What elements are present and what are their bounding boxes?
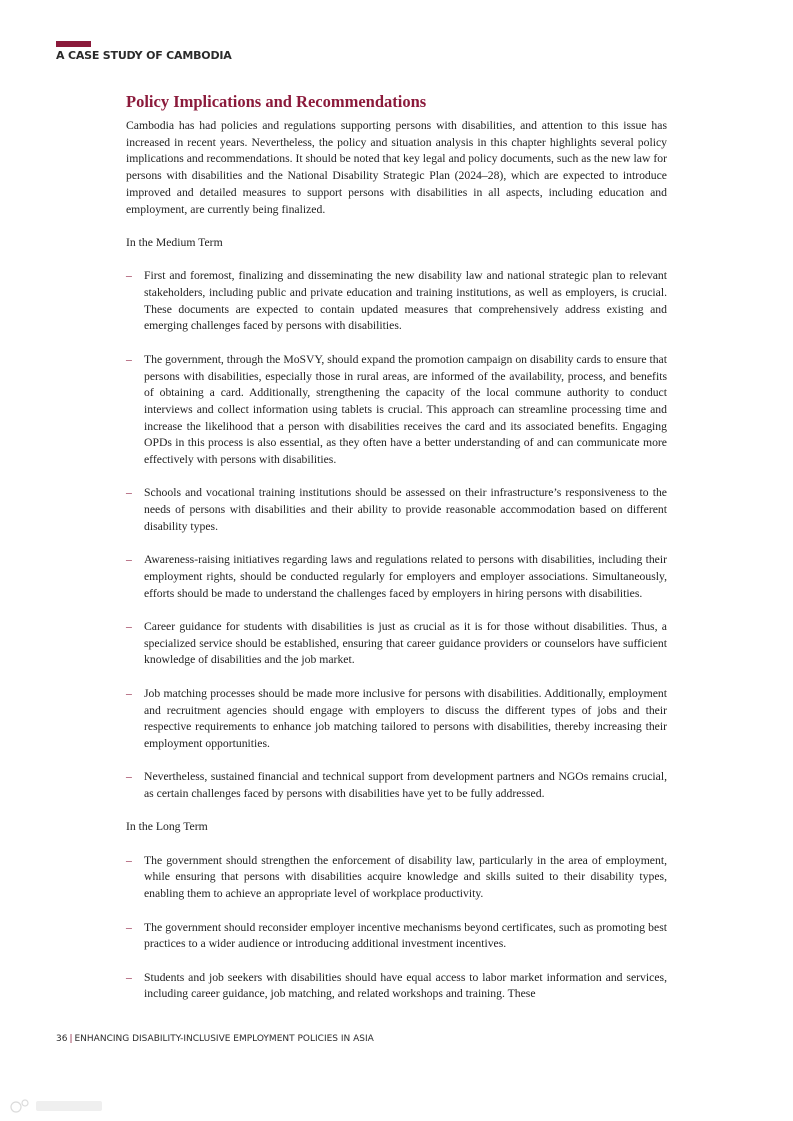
running-header: A CASE STUDY OF CAMBODIA: [56, 49, 232, 62]
main-content: [126, 92, 667, 1003]
list-item-text: Career guidance for students with disabilities is just as crucial as it is for those without disabilities. Thus, a specialized service should be established, ensuring that career guidance providers or counselors have sufficient knowledge of disabilities and the job market.: [144, 620, 667, 667]
bullet-dash: –: [126, 770, 132, 784]
list-item: [126, 268, 667, 335]
list-item: [126, 485, 667, 535]
list-item: [126, 552, 667, 602]
list-item: [126, 853, 667, 903]
footer-title: ENHANCING DISABILITY-INCLUSIVE EMPLOYMENT POLICIES IN ASIA: [74, 1034, 374, 1044]
bullet-dash: –: [126, 352, 132, 366]
page-footer: [56, 1034, 374, 1044]
long-term-label: In the Long Term: [126, 820, 208, 834]
intro-paragraph: Cambodia has had policies and regulations supporting persons with disabilities, and attention to this issue has increased in recent years. Nevertheless, the policy and situation analysis in this chapter highlights several policy implications and recommendations. It should be noted that key legal and policy documents, such as the new law for persons with disabilities and the National Disability Strategic Plan (2024–28), which are expected to introduce improved and detailed measures to support persons with disabilities in all aspects, including education and employment, are currently being finalized.: [126, 119, 667, 216]
list-item-text: Awareness-raising initiatives regarding laws and regulations related to persons with disabilities, including their employment rights, should be conducted regularly for employers and employer associations. Simultaneously, efforts should be made to understand the challenges faced by employers in hiring persons with disabilities.: [144, 553, 667, 600]
list-item-text: Schools and vocational training institutions should be assessed on their infrastructure’s responsiveness to the needs of persons with disabilities and their ability to provide reasonable accommodation based on different disability types.: [144, 486, 667, 533]
bullet-dash: –: [126, 620, 132, 633]
bullet-dash: –: [126, 920, 132, 934]
bullet-dash: –: [126, 553, 132, 567]
bullet-dash: –: [126, 853, 132, 867]
bullet-dash: –: [126, 269, 132, 283]
list-item-text: The government should strengthen the enforcement of disability law, particularly in the area of employment, while ensuring that persons with disabilities acquire knowledge and skills suited to their disability types, enabling them to achieve an appropriate level of workplace productivity.: [144, 853, 667, 901]
section-heading: Policy Implications and Recommendations: [126, 92, 427, 111]
header-accent-bar: [56, 41, 91, 47]
list-item-text: The government, through the MoSVY, should expand the promotion campaign on disability cards to ensure that persons with disabilities, especially those in rural areas, are informed of the availability, process, and benefits of obtaining a card. Additionally, strengthening the capacity of the local commune authority to conduct interviews and collect information using tablets is crucial. This approach can streamline processing time and increase the likelihood that a person with disabilities receives the card and its associated benefits. Engaging OPDs in this process is also essential, as they often have a better understanding of and can communicate more effectively with persons with disabilities.: [144, 352, 667, 467]
watermark-logo-icon: [8, 1096, 108, 1116]
list-item: [126, 619, 667, 669]
bullet-dash: –: [126, 686, 132, 700]
list-item-text: Nevertheless, sustained financial and technical support from development partners and NGOs remains crucial, as certain challenges faced by persons with disabilities have yet to be fully addressed.: [144, 770, 667, 800]
bullet-dash: –: [126, 486, 132, 500]
footer-separator: |: [69, 1034, 73, 1044]
list-item: [126, 920, 667, 953]
list-item-text: First and foremost, finalizing and disseminating the new disability law and national strategic plan to relevant stakeholders, including public and private education and training institutions, as well as employers, is crucial. These documents are expected to contain updated measures that comprehensively address existing and emerging challenges faced by persons with disabilities.: [144, 269, 667, 333]
medium-term-label: In the Medium Term: [126, 235, 223, 249]
bullet-dash: –: [126, 970, 132, 984]
list-item-text: The government should reconsider employer incentive mechanisms beyond certificates, such as promoting best practices to a wider audience or introducing additional investment incentives.: [144, 920, 667, 951]
long-term-list: [126, 853, 667, 1003]
list-item: [126, 352, 667, 469]
list-item-text: Job matching processes should be made more inclusive for persons with disabilities. Additionally, employment and recruitment agencies should engage with employers to discuss the different types of jobs and their respective requirements to enhance job matching tailored to persons with disabilities, thereby increasing their employment opportunities.: [144, 686, 667, 750]
medium-term-list: [126, 268, 667, 802]
list-item: [126, 769, 667, 802]
page-number: 36: [56, 1034, 68, 1044]
list-item-text: Students and job seekers with disabilities should have equal access to labor market information and services, including career guidance, job matching, and related workshops and training. These: [144, 970, 667, 1001]
list-item: [126, 970, 667, 1003]
list-item: [126, 686, 667, 753]
